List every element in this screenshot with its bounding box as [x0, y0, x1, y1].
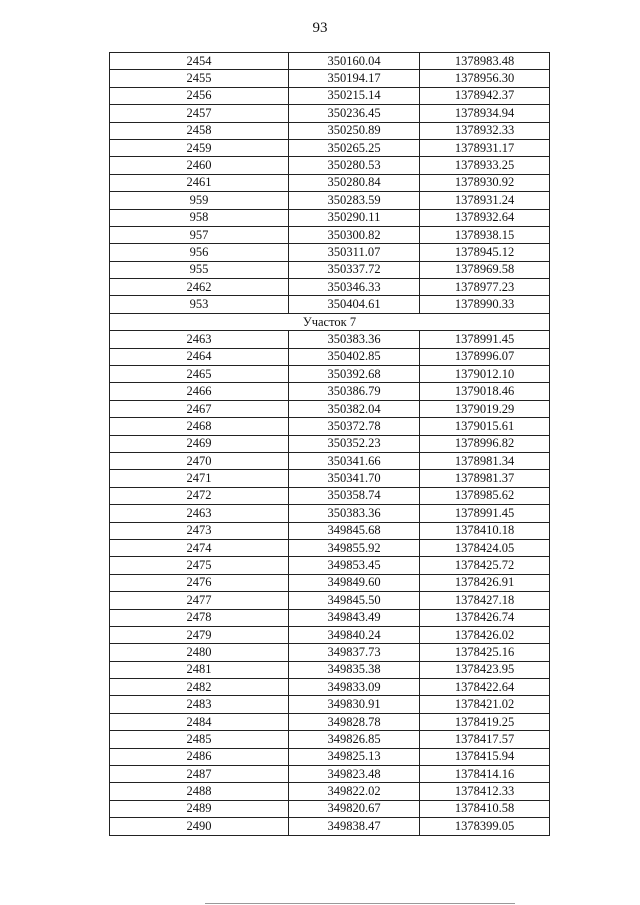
- x-coordinate-cell: 350383.36: [289, 331, 420, 348]
- point-number-cell: 2483: [110, 696, 289, 713]
- y-coordinate-cell: 1378990.33: [420, 296, 550, 313]
- point-number-cell: 2485: [110, 731, 289, 748]
- y-coordinate-cell: 1379019.29: [420, 400, 550, 417]
- y-coordinate-cell: 1378427.18: [420, 592, 550, 609]
- x-coordinate-cell: 349822.02: [289, 783, 420, 800]
- table-row: [110, 574, 550, 591]
- point-number-cell: 2465: [110, 366, 289, 383]
- y-coordinate-cell: 1378417.57: [420, 731, 550, 748]
- x-coordinate-cell: 349833.09: [289, 679, 420, 696]
- y-coordinate-cell: 1378422.64: [420, 679, 550, 696]
- table-row: [110, 470, 550, 487]
- x-coordinate-cell: 349838.47: [289, 818, 420, 835]
- table-row: [110, 348, 550, 365]
- point-number-cell: 2477: [110, 592, 289, 609]
- table-row: [110, 626, 550, 643]
- y-coordinate-cell: 1378996.82: [420, 435, 550, 452]
- y-coordinate-cell: 1378983.48: [420, 53, 550, 70]
- table-row: [110, 261, 550, 278]
- y-coordinate-cell: 1378991.45: [420, 505, 550, 522]
- y-coordinate-cell: 1378942.37: [420, 87, 550, 104]
- point-number-cell: 2458: [110, 122, 289, 139]
- table-row: [110, 174, 550, 191]
- y-coordinate-cell: 1378934.94: [420, 105, 550, 122]
- table-row: [110, 679, 550, 696]
- x-coordinate-cell: 349826.85: [289, 731, 420, 748]
- table-row: [110, 487, 550, 504]
- point-number-cell: 2478: [110, 609, 289, 626]
- point-number-cell: 2455: [110, 70, 289, 87]
- point-number-cell: 2459: [110, 139, 289, 156]
- point-number-cell: 959: [110, 192, 289, 209]
- y-coordinate-cell: 1378985.62: [420, 487, 550, 504]
- point-number-cell: 958: [110, 209, 289, 226]
- x-coordinate-cell: 350311.07: [289, 244, 420, 261]
- x-coordinate-cell: 349823.48: [289, 766, 420, 783]
- point-number-cell: 955: [110, 261, 289, 278]
- point-number-cell: 2457: [110, 105, 289, 122]
- x-coordinate-cell: 350337.72: [289, 261, 420, 278]
- table-row: [110, 731, 550, 748]
- x-coordinate-cell: 350386.79: [289, 383, 420, 400]
- table-row: [110, 539, 550, 556]
- y-coordinate-cell: 1378426.91: [420, 574, 550, 591]
- point-number-cell: 2470: [110, 452, 289, 469]
- x-coordinate-cell: 350404.61: [289, 296, 420, 313]
- point-number-cell: 2480: [110, 644, 289, 661]
- table-row: [110, 383, 550, 400]
- x-coordinate-cell: 349830.91: [289, 696, 420, 713]
- x-coordinate-cell: 349820.67: [289, 800, 420, 817]
- point-number-cell: 2462: [110, 279, 289, 296]
- table-row: [110, 505, 550, 522]
- x-coordinate-cell: 349843.49: [289, 609, 420, 626]
- table-row: [110, 748, 550, 765]
- y-coordinate-cell: 1378981.34: [420, 452, 550, 469]
- page-number: 93: [312, 20, 328, 36]
- point-number-cell: 2481: [110, 661, 289, 678]
- x-coordinate-cell: 349828.78: [289, 713, 420, 730]
- y-coordinate-cell: 1378931.24: [420, 192, 550, 209]
- x-coordinate-cell: 350250.89: [289, 122, 420, 139]
- point-number-cell: 2464: [110, 348, 289, 365]
- x-coordinate-cell: 350352.23: [289, 435, 420, 452]
- y-coordinate-cell: 1378991.45: [420, 331, 550, 348]
- point-number-cell: 957: [110, 226, 289, 243]
- x-coordinate-cell: 349855.92: [289, 539, 420, 556]
- point-number-cell: 2456: [110, 87, 289, 104]
- table-row: [110, 522, 550, 539]
- x-coordinate-cell: 350290.11: [289, 209, 420, 226]
- x-coordinate-cell: 350346.33: [289, 279, 420, 296]
- section-label: Участок 7: [110, 313, 550, 330]
- y-coordinate-cell: 1378956.30: [420, 70, 550, 87]
- y-coordinate-cell: 1378930.92: [420, 174, 550, 191]
- table-row: [110, 609, 550, 626]
- table-row: [110, 296, 550, 313]
- y-coordinate-cell: 1378426.02: [420, 626, 550, 643]
- point-number-cell: 2468: [110, 418, 289, 435]
- x-coordinate-cell: 350382.04: [289, 400, 420, 417]
- x-coordinate-cell: 350280.53: [289, 157, 420, 174]
- table-row: [110, 226, 550, 243]
- y-coordinate-cell: 1378969.58: [420, 261, 550, 278]
- y-coordinate-cell: 1378933.25: [420, 157, 550, 174]
- point-number-cell: 2463: [110, 331, 289, 348]
- point-number-cell: 2461: [110, 174, 289, 191]
- y-coordinate-cell: 1378945.12: [420, 244, 550, 261]
- y-coordinate-cell: 1378421.02: [420, 696, 550, 713]
- table-row: [110, 661, 550, 678]
- table-row: [110, 435, 550, 452]
- y-coordinate-cell: 1379012.10: [420, 366, 550, 383]
- y-coordinate-cell: 1378977.23: [420, 279, 550, 296]
- table-row: [110, 400, 550, 417]
- y-coordinate-cell: 1378938.15: [420, 226, 550, 243]
- point-number-cell: 2479: [110, 626, 289, 643]
- y-coordinate-cell: 1378410.18: [420, 522, 550, 539]
- table-row: [110, 105, 550, 122]
- y-coordinate-cell: 1378410.58: [420, 800, 550, 817]
- table-row: [110, 279, 550, 296]
- table-row: [110, 122, 550, 139]
- x-coordinate-cell: 349835.38: [289, 661, 420, 678]
- x-coordinate-cell: 350160.04: [289, 53, 420, 70]
- x-coordinate-cell: 350265.25: [289, 139, 420, 156]
- x-coordinate-cell: 350341.70: [289, 470, 420, 487]
- table-row: [110, 818, 550, 835]
- x-coordinate-cell: 350402.85: [289, 348, 420, 365]
- x-coordinate-cell: 349845.68: [289, 522, 420, 539]
- table-row: [110, 800, 550, 817]
- y-coordinate-cell: 1378399.05: [420, 818, 550, 835]
- table-row: [110, 644, 550, 661]
- point-number-cell: 2473: [110, 522, 289, 539]
- x-coordinate-cell: 350372.78: [289, 418, 420, 435]
- table-row: [110, 766, 550, 783]
- table-row: [110, 53, 550, 70]
- table-row: [110, 713, 550, 730]
- y-coordinate-cell: 1378415.94: [420, 748, 550, 765]
- point-number-cell: 2460: [110, 157, 289, 174]
- x-coordinate-cell: 350215.14: [289, 87, 420, 104]
- x-coordinate-cell: 349837.73: [289, 644, 420, 661]
- x-coordinate-cell: 349845.50: [289, 592, 420, 609]
- y-coordinate-cell: 1378932.64: [420, 209, 550, 226]
- x-coordinate-cell: 350300.82: [289, 226, 420, 243]
- y-coordinate-cell: 1378981.37: [420, 470, 550, 487]
- x-coordinate-cell: 350341.66: [289, 452, 420, 469]
- table-row: [110, 557, 550, 574]
- point-number-cell: 2488: [110, 783, 289, 800]
- table-row: [110, 592, 550, 609]
- y-coordinate-cell: 1378932.33: [420, 122, 550, 139]
- x-coordinate-cell: 350358.74: [289, 487, 420, 504]
- point-number-cell: 2467: [110, 400, 289, 417]
- y-coordinate-cell: 1378424.05: [420, 539, 550, 556]
- page-bottom-rule: [205, 903, 515, 904]
- point-number-cell: 2486: [110, 748, 289, 765]
- coordinates-table-body: [110, 53, 550, 836]
- x-coordinate-cell: 350194.17: [289, 70, 420, 87]
- point-number-cell: 2472: [110, 487, 289, 504]
- x-coordinate-cell: 350392.68: [289, 366, 420, 383]
- y-coordinate-cell: 1379018.46: [420, 383, 550, 400]
- x-coordinate-cell: 350283.59: [289, 192, 420, 209]
- x-coordinate-cell: 350280.84: [289, 174, 420, 191]
- table-row: [110, 366, 550, 383]
- table-row: [110, 70, 550, 87]
- point-number-cell: 2471: [110, 470, 289, 487]
- point-number-cell: 2454: [110, 53, 289, 70]
- point-number-cell: 2463: [110, 505, 289, 522]
- table-row: [110, 331, 550, 348]
- y-coordinate-cell: 1378996.07: [420, 348, 550, 365]
- point-number-cell: 2487: [110, 766, 289, 783]
- x-coordinate-cell: 350383.36: [289, 505, 420, 522]
- table-row: [110, 87, 550, 104]
- section-row: [110, 313, 550, 330]
- point-number-cell: 2482: [110, 679, 289, 696]
- table-row: [110, 452, 550, 469]
- point-number-cell: 2490: [110, 818, 289, 835]
- point-number-cell: 2469: [110, 435, 289, 452]
- table-row: [110, 244, 550, 261]
- point-number-cell: 953: [110, 296, 289, 313]
- table-row: [110, 192, 550, 209]
- y-coordinate-cell: 1378425.16: [420, 644, 550, 661]
- point-number-cell: 2489: [110, 800, 289, 817]
- table-row: [110, 209, 550, 226]
- x-coordinate-cell: 350236.45: [289, 105, 420, 122]
- point-number-cell: 2476: [110, 574, 289, 591]
- table-row: [110, 139, 550, 156]
- point-number-cell: 2484: [110, 713, 289, 730]
- point-number-cell: 2474: [110, 539, 289, 556]
- y-coordinate-cell: 1378419.25: [420, 713, 550, 730]
- y-coordinate-cell: 1378425.72: [420, 557, 550, 574]
- x-coordinate-cell: 349853.45: [289, 557, 420, 574]
- y-coordinate-cell: 1379015.61: [420, 418, 550, 435]
- x-coordinate-cell: 349840.24: [289, 626, 420, 643]
- point-number-cell: 956: [110, 244, 289, 261]
- y-coordinate-cell: 1378423.95: [420, 661, 550, 678]
- point-number-cell: 2466: [110, 383, 289, 400]
- y-coordinate-cell: 1378414.16: [420, 766, 550, 783]
- y-coordinate-cell: 1378931.17: [420, 139, 550, 156]
- point-number-cell: 2475: [110, 557, 289, 574]
- y-coordinate-cell: 1378412.33: [420, 783, 550, 800]
- table-row: [110, 157, 550, 174]
- y-coordinate-cell: 1378426.74: [420, 609, 550, 626]
- table-row: [110, 418, 550, 435]
- table-row: [110, 783, 550, 800]
- table-row: [110, 696, 550, 713]
- x-coordinate-cell: 349825.13: [289, 748, 420, 765]
- x-coordinate-cell: 349849.60: [289, 574, 420, 591]
- coordinates-table: [109, 52, 550, 836]
